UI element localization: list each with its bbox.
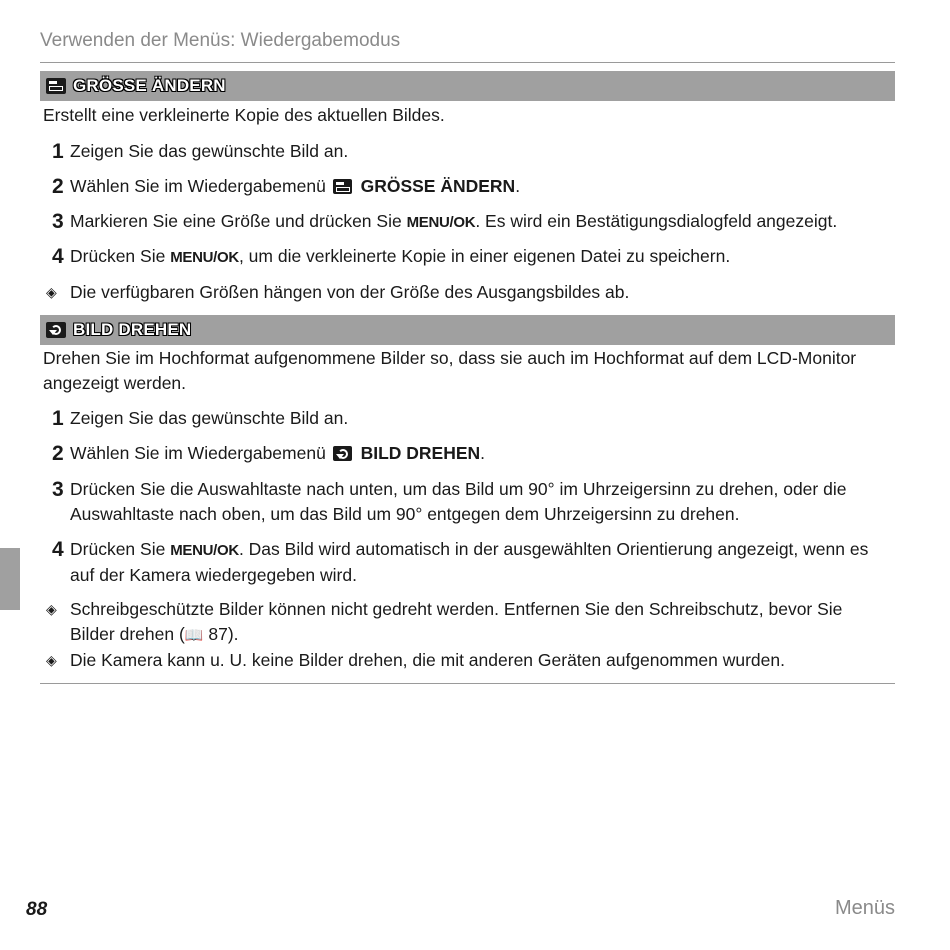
step-text-part: Wählen Sie im Wiedergabemenü: [70, 443, 326, 463]
step-text-part: Drücken Sie: [70, 539, 166, 559]
note-icon: ◈: [46, 284, 57, 300]
step-text: Drücken Sie die Auswahltaste nach unten, um das Bild um 90° im Uhrzeigersinn zu drehen, oder die Auswahltaste nach oben, um das Bild um 90° entgegen dem Uhrzeigersinn zu drehen.: [70, 479, 847, 524]
step-text-part: .: [515, 176, 521, 196]
step-text: [70, 209, 892, 235]
note: [46, 648, 891, 673]
step-text: [70, 537, 892, 588]
note: [46, 280, 891, 305]
step-2: [52, 174, 892, 199]
menu-ok-key: MENU/OK: [170, 542, 239, 559]
rotate-icon: [46, 322, 66, 338]
section-heading-resize: [40, 71, 895, 101]
section-heading-rotate: [40, 315, 895, 345]
step-text: [70, 174, 892, 199]
step-text-part: . Das Bild wird automatisch in der ausgewählten Orientierung angezeigt, wenn es auf der Kamera wiedergegeben wird.: [70, 539, 869, 585]
note-text: [70, 597, 891, 648]
page-reference[interactable]: 87: [208, 624, 228, 644]
resize-icon: [333, 179, 352, 194]
menu-item-name: BILD DREHEN: [360, 443, 481, 463]
running-header: Verwenden der Menüs: Wiedergabemodus: [40, 30, 401, 51]
content-end-divider: [40, 683, 895, 684]
header-divider: [40, 62, 895, 63]
step-number: 3: [52, 478, 64, 501]
step-3: [52, 477, 892, 527]
footer-section-title: Menüs: [834, 897, 895, 919]
note: [46, 597, 891, 648]
note-text-part: ).: [227, 624, 239, 644]
page-number: 88: [26, 899, 48, 920]
step-text-part: Wählen Sie im Wiedergabemenü: [70, 176, 326, 196]
note-text-part: Schreibgeschützte Bilder können nicht gedreht werden. Entfernen Sie den Schreibschutz, bevor Sie Bilder drehen (: [70, 599, 843, 644]
step-1: [52, 406, 892, 431]
step-number: 4: [52, 538, 64, 561]
note-icon: ◈: [46, 601, 57, 617]
step-3: [52, 209, 892, 235]
step-4: [52, 244, 892, 270]
step-text: [70, 441, 892, 466]
rotate-icon: [333, 446, 352, 461]
section-title: GRÖSSE ÄNDERN: [73, 76, 226, 95]
step-2: [52, 441, 892, 466]
note-text: Die Kamera kann u. U. keine Bilder drehen, die mit anderen Geräten aufgenommen wurden.: [70, 650, 785, 670]
step-text: Zeigen Sie das gewünschte Bild an.: [70, 141, 349, 161]
step-number: 2: [52, 175, 64, 198]
note-icon: ◈: [46, 652, 57, 668]
section-title: BILD DREHEN: [73, 320, 192, 339]
step-text-part: Drücken Sie: [70, 246, 166, 266]
step-4: [52, 537, 892, 588]
section-intro: Erstellt eine verkleinerte Kopie des aktuellen Bildes.: [43, 105, 445, 125]
step-text: [70, 244, 892, 270]
step-text-part: . Es wird ein Bestätigungsdialogfeld angezeigt.: [475, 211, 838, 231]
step-number: 1: [52, 407, 64, 430]
step-number: 2: [52, 442, 64, 465]
step-text-part: .: [480, 443, 486, 463]
step-text-part: Markieren Sie eine Größe und drücken Sie: [70, 211, 402, 231]
step-text-part: , um die verkleinerte Kopie in einer eigenen Datei zu speichern.: [238, 246, 731, 266]
step-text: Zeigen Sie das gewünschte Bild an.: [70, 408, 349, 428]
resize-icon: [46, 78, 66, 94]
step-number: 3: [52, 210, 64, 233]
note-text: Die verfügbaren Größen hängen von der Größe des Ausgangsbildes ab.: [70, 282, 630, 302]
chapter-tab: [0, 548, 20, 610]
menu-item-name: GRÖSSE ÄNDERN: [360, 176, 516, 196]
step-number: 1: [52, 140, 64, 163]
book-icon: 📖: [184, 627, 204, 644]
section-intro: Drehen Sie im Hochformat aufgenommene Bilder so, dass sie auch im Hochformat auf dem LCD-Monitor angezeigt werden.: [43, 348, 857, 393]
menu-ok-key: MENU/OK: [406, 214, 476, 231]
menu-ok-key: MENU/OK: [170, 249, 239, 266]
step-number: 4: [52, 245, 64, 268]
step-1: [52, 139, 892, 164]
